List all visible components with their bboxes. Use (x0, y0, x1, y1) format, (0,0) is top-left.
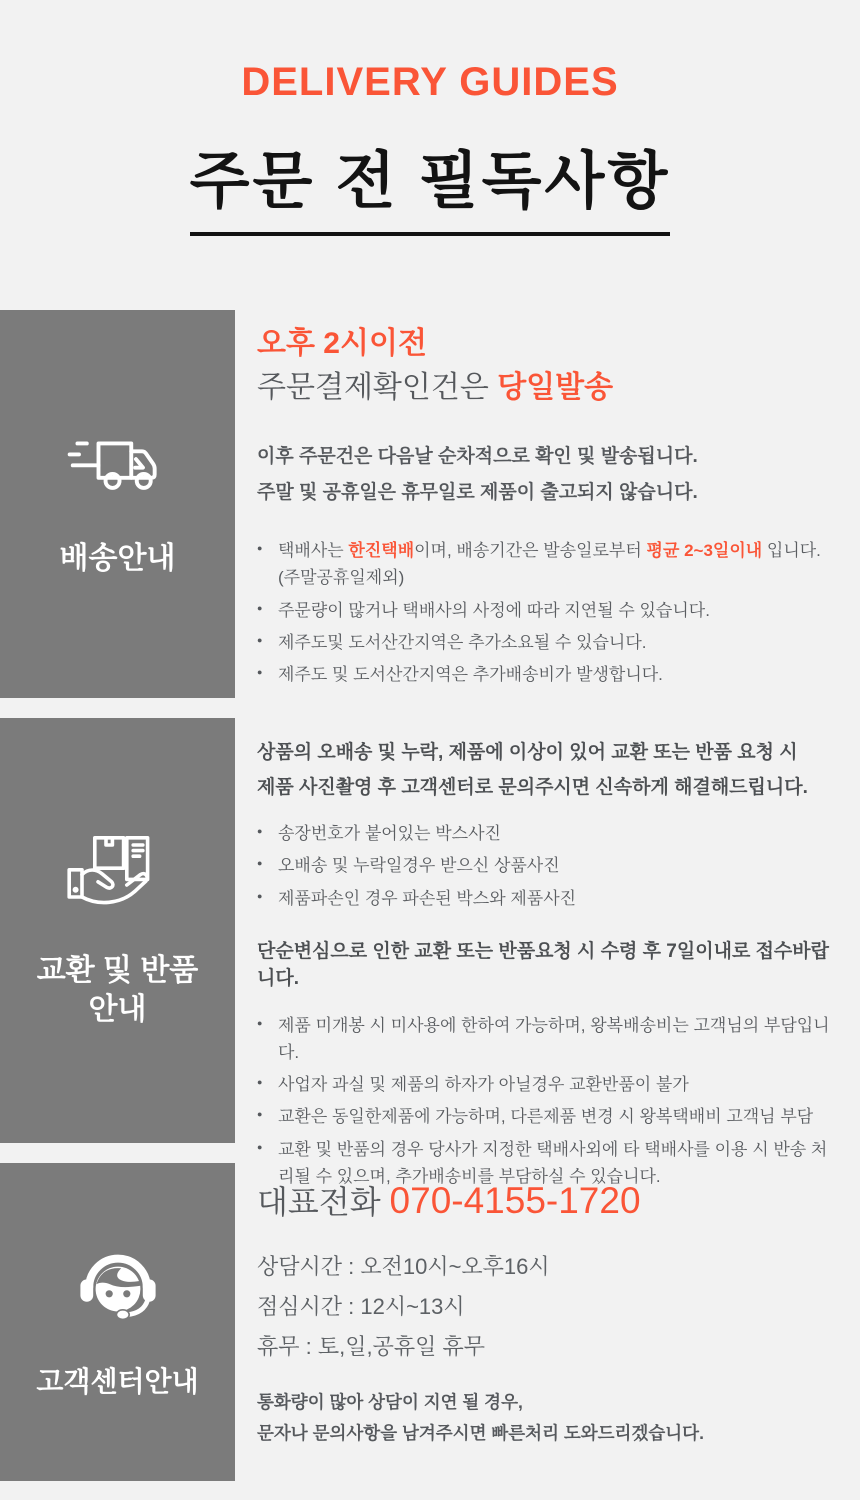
text-line: 휴무 : 토,일,공휴일 휴무 (257, 1334, 485, 1360)
exchange-label-line1: 교환 및 반품 (36, 953, 199, 987)
text-line: 상담시간 : 오전10시~오후16시 (257, 1254, 550, 1279)
shipping-sidebar (0, 310, 235, 698)
support-phone-row (257, 1177, 832, 1223)
bullet-item: ● 송장번호가 붙어있는 박스사진 (257, 820, 832, 847)
shipping-headline-time: 오후 2시이전 (257, 327, 427, 360)
bullet-item: ● 제품파손인 경우 파손된 박스와 제품사진 (257, 885, 832, 912)
text-line: 통화량이 많아 상담이 지연 될 경우, (257, 1392, 523, 1413)
bullet-item: ● 택배사는 한진택배이며, 배송기간은 발송일로부터 평균 2~3일이내 입니다.(주말공휴일제외) (257, 537, 832, 591)
exchange-intro (257, 735, 832, 805)
hand-box-icon (66, 833, 170, 921)
text-line: 제품 사진촬영 후 고객센터로 문의주시면 신속하게 해결해드립니다. (257, 777, 808, 799)
text-line: 점심시간 : 12시~13시 (257, 1294, 465, 1320)
text-line: 문자나 문의사항을 남겨주시면 빠른처리 도와드리겠습니다. (257, 1422, 704, 1443)
shipping-headline-accent: 당일발송 (497, 370, 614, 404)
support-phone-number: 070-4155-1720 (389, 1180, 641, 1221)
bullet-item: ● 제주도및 도서산간지역은 추가소요될 수 있습니다. (257, 629, 832, 656)
exchange-photo-list (257, 820, 832, 912)
section-support (0, 1163, 860, 1481)
bullet-item: ● 주문량이 많거나 택배사의 사정에 따라 지연될 수 있습니다. (257, 597, 832, 624)
exchange-content (235, 718, 860, 1186)
text-line: 상품의 오배송 및 누락, 제품에 이상이 있어 교환 또는 반품 요청 시 (257, 742, 798, 763)
text-line: 이후 주문건은 다음날 순차적으로 확인 및 발송됩니다. (257, 446, 698, 467)
bullet-item: ● 사업자 과실 및 제품의 하자가 아닐경우 교환반품이 불가 (257, 1071, 832, 1098)
text-line: 주말 및 공휴일은 휴무일로 제품이 출고되지 않습니다. (257, 482, 698, 504)
shipping-paragraph (257, 439, 832, 511)
support-phone-label: 대표전화 (257, 1184, 390, 1220)
exchange-sidebar-label (37, 951, 199, 1029)
page-header (0, 60, 860, 236)
bullet-item: ● 교환 및 반품의 경우 당사가 지정한 택배사외에 타 택배사를 이용 시 반송 처리될 수 있으며, 추가배송비를 부담하실 수 있습니다. (257, 1136, 832, 1190)
bullet-item: ● 오배송 및 누락일경우 받으신 상품사진 (257, 852, 832, 879)
support-content (235, 1163, 860, 1481)
headset-agent-icon (70, 1244, 166, 1334)
page-title: 주문 전 필독사항 (190, 131, 671, 236)
shipping-headline-gray: 주문결제확인건은 (257, 370, 498, 404)
truck-icon (67, 431, 169, 509)
section-exchange (0, 718, 860, 1186)
shipping-headline (257, 322, 832, 409)
bullet-item: ● 제주도 및 도서산간지역은 추가배송비가 발생합니다. (257, 661, 832, 688)
support-sidebar-label: 고객센터안내 (36, 1365, 199, 1397)
header-eyebrow: DELIVERY GUIDES (241, 60, 619, 104)
section-shipping (0, 310, 860, 698)
support-sidebar (0, 1163, 235, 1481)
shipping-content (235, 310, 860, 698)
support-footer (257, 1387, 832, 1448)
exchange-sidebar (0, 718, 235, 1143)
shipping-bullet-list (257, 537, 832, 688)
shipping-sidebar-label: 배송안내 (59, 541, 176, 575)
exchange-label-line2: 안내 (88, 992, 147, 1026)
exchange-notice: 단순변심으로 인한 교환 또는 반품요청 시 수령 후 7일이내로 접수바랍니다. (257, 940, 829, 989)
bullet-item: ● 교환은 동일한제품에 가능하며, 다른제품 변경 시 왕복택배비 고객님 부담 (257, 1103, 832, 1130)
bullet-item: ● 제품 미개봉 시 미사용에 한하여 가능하며, 왕복배송비는 고객님의 부담입니다. (257, 1012, 832, 1066)
support-info (257, 1247, 832, 1367)
